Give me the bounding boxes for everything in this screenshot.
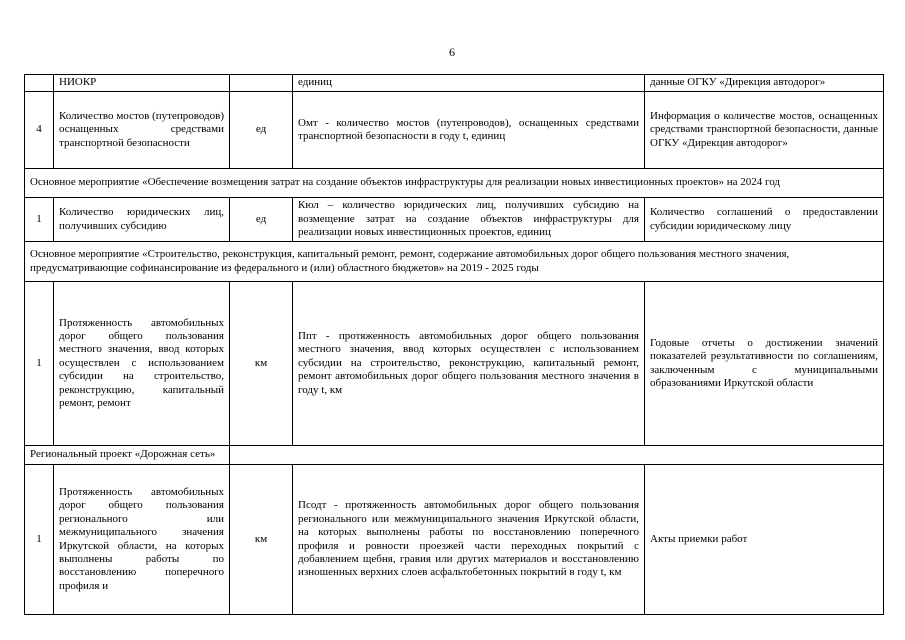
row-number-cell: 1 (25, 465, 54, 615)
data-source-cell: Количество соглашений о предоставлении субсидии юридическому лицу (645, 198, 884, 242)
calculation-method-cell: единиц (293, 75, 645, 92)
data-source-cell: данные ОГКУ «Дирекция автодорог» (645, 75, 884, 92)
table-row (25, 198, 884, 242)
table-row (25, 465, 884, 615)
data-source-cell: Информация о количестве мостов, оснащенных средствами транспортной безопасности, данные ОГКУ «Дирекция автодорог» (645, 92, 884, 169)
table-row (25, 75, 884, 92)
indicator-name-cell: Протяженность автомобильных дорог общего пользования местного значения, ввод которых осуществлен с использованием субсидии на строительство, реконструкцию, капитальный ремонт, ремонт (54, 282, 230, 446)
section-header-row (25, 242, 884, 282)
unit-cell: ед (230, 198, 293, 242)
unit-cell: км (230, 465, 293, 615)
section-title: Основное мероприятие «Обеспечение возмещения затрат на создание объектов инфраструктуры для реализации новых инвестиционных проектов» на 2024 год (25, 169, 884, 198)
indicator-name-cell: Количество юридических лиц, получивших субсидию (54, 198, 230, 242)
row-number-cell: 1 (25, 282, 54, 446)
calculation-method-cell: Псодт - протяженность автомобильных дорог общего пользования регионального или межмуниципального значения Иркутской области, на которых выполнены работы по восстановлению поперечного профиля и ровности проезжей части переходных покрытий с добавлением щебня, гравия или других материалов и восстановлению изношенных верхних слоев асфальтобетонных покрытий в году t, км (293, 465, 645, 615)
unit-cell: км (230, 282, 293, 446)
unit-cell: ед (230, 92, 293, 169)
indicator-name-cell: НИОКР (54, 75, 230, 92)
data-source-cell: Годовые отчеты о достижении значений показателей результативности по соглашениям, заключенным с муниципальными образованиями Иркутской области (645, 282, 884, 446)
table-row (25, 282, 884, 446)
calculation-method-cell: Кюл – количество юридических лиц, получивших субсидию на возмещение затрат на создание объектов инфраструктуры для реализации новых инвестиционных проектов, единиц (293, 198, 645, 242)
calculation-method-cell: Омт - количество мостов (путепроводов), оснащенных средствами транспортной безопасности в году t, единиц (293, 92, 645, 169)
row-number-cell: 1 (25, 198, 54, 242)
indicator-name-cell: Протяженность автомобильных дорог общего пользования регионального или межмуниципального значения Иркутской области, на которых выполнены работы по восстановлению поперечного профиля и (54, 465, 230, 615)
page-number: 6 (449, 45, 455, 59)
indicator-name-cell: Количество мостов (путепроводов) оснащенных средствами транспортной безопасности (54, 92, 230, 169)
calculation-method-cell: Ппт - протяженность автомобильных дорог общего пользования местного значения, ввод которых осуществлен с использованием субсидии на строительство, реконструкцию, капитальный ремонт, ремонт автомобильных дорог общего пользования местного значения в году t, км (293, 282, 645, 446)
section-title: Основное мероприятие «Строительство, реконструкция, капитальный ремонт, ремонт, содержание автомобильных дорог общего пользования местного значения, предусматривающие софинансирование из федерального и (или) областного бюджетов» на 2019 - 2025 годы (25, 242, 884, 282)
section-title: Региональный проект «Дорожная сеть» (25, 446, 230, 465)
indicators-table (24, 74, 884, 615)
unit-cell (230, 75, 293, 92)
section-header-row (25, 169, 884, 198)
section-header-row (25, 446, 884, 465)
table-row (25, 92, 884, 169)
data-source-cell: Акты приемки работ (645, 465, 884, 615)
row-number-cell (25, 75, 54, 92)
row-number-cell: 4 (25, 92, 54, 169)
section-empty-cell (230, 446, 884, 465)
